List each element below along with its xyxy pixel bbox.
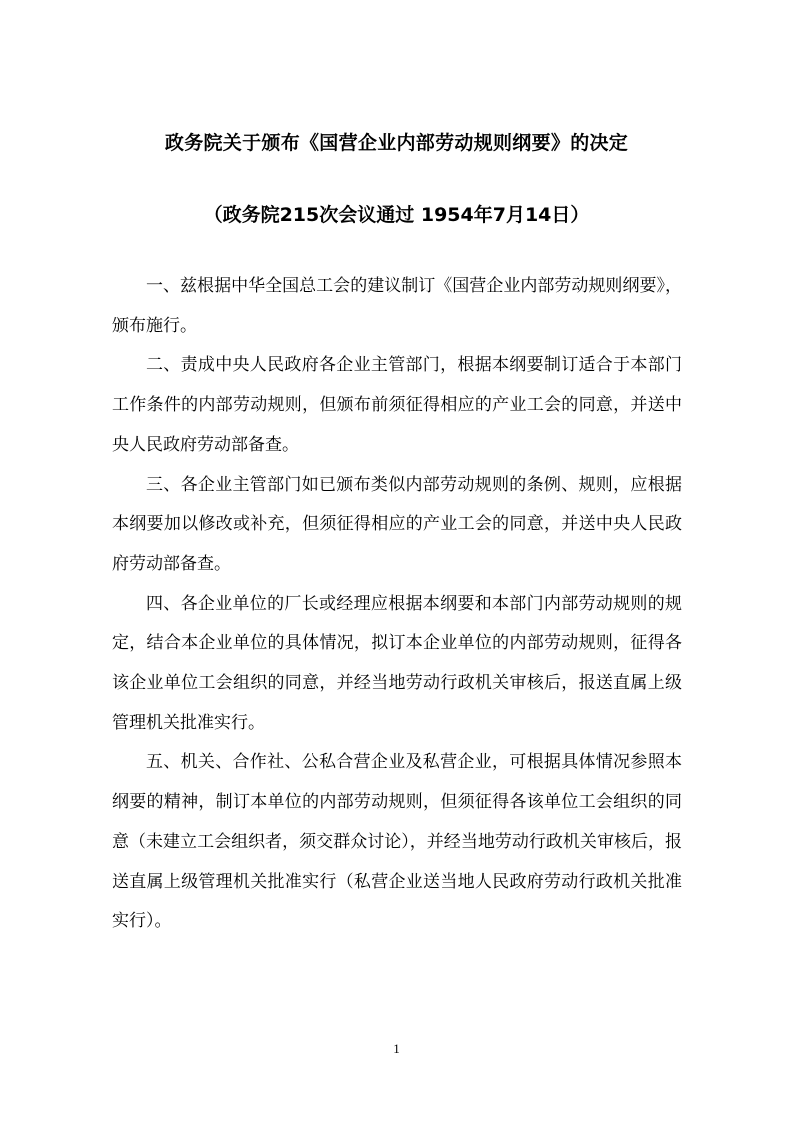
paragraph-3: 三、各企业主管部门如已颁布类似内部劳动规则的条例、规则，应根据本纲要加以修改或补充，但须征得相应的产业工会的同意，并送中央人民政府劳动部备查。 <box>112 474 682 574</box>
document-title: 政务院关于颁布《国营企业内部劳动规则纲要》的决定 <box>164 132 629 154</box>
document-body <box>112 267 682 942</box>
paragraph-2: 二、责成中央人民政府各企业主管部门，根据本纲要制订适合于本部门工作条件的内部劳动规则，但颁布前须征得相应的产业工会的同意，并送中央人民政府劳动部备查。 <box>112 355 682 455</box>
paragraph-1: 一、兹根据中华全国总工会的建议制订《国营企业内部劳动规则纲要》，颁布施行。 <box>112 276 682 336</box>
paragraph-5: 五、机关、合作社、公私合营企业及私营企业，可根据具体情况参照本纲要的精神，制订本单位的内部劳动规则，但须征得各该单位工会组织的同意（未建立工会组织者，须交群众讨论），并经当地劳动行政机关审核后，报送直属上级管理机关批准实行（私营企业送当地人民政府劳动行政机关批准实行）。 <box>112 752 682 932</box>
paragraph-4: 四、各企业单位的厂长或经理应根据本纲要和本部门内部劳动规则的规定，结合本企业单位的具体情况，拟订本企业单位的内部劳动规则，征得各该企业单位工会组织的同意，并经当地劳动行政机关审核后，报送直属上级管理机关批准实行。 <box>112 593 682 733</box>
page-number: 1 <box>393 1041 400 1056</box>
document-subtitle: （政务院215次会议通过 1954年7月14日） <box>203 204 590 226</box>
